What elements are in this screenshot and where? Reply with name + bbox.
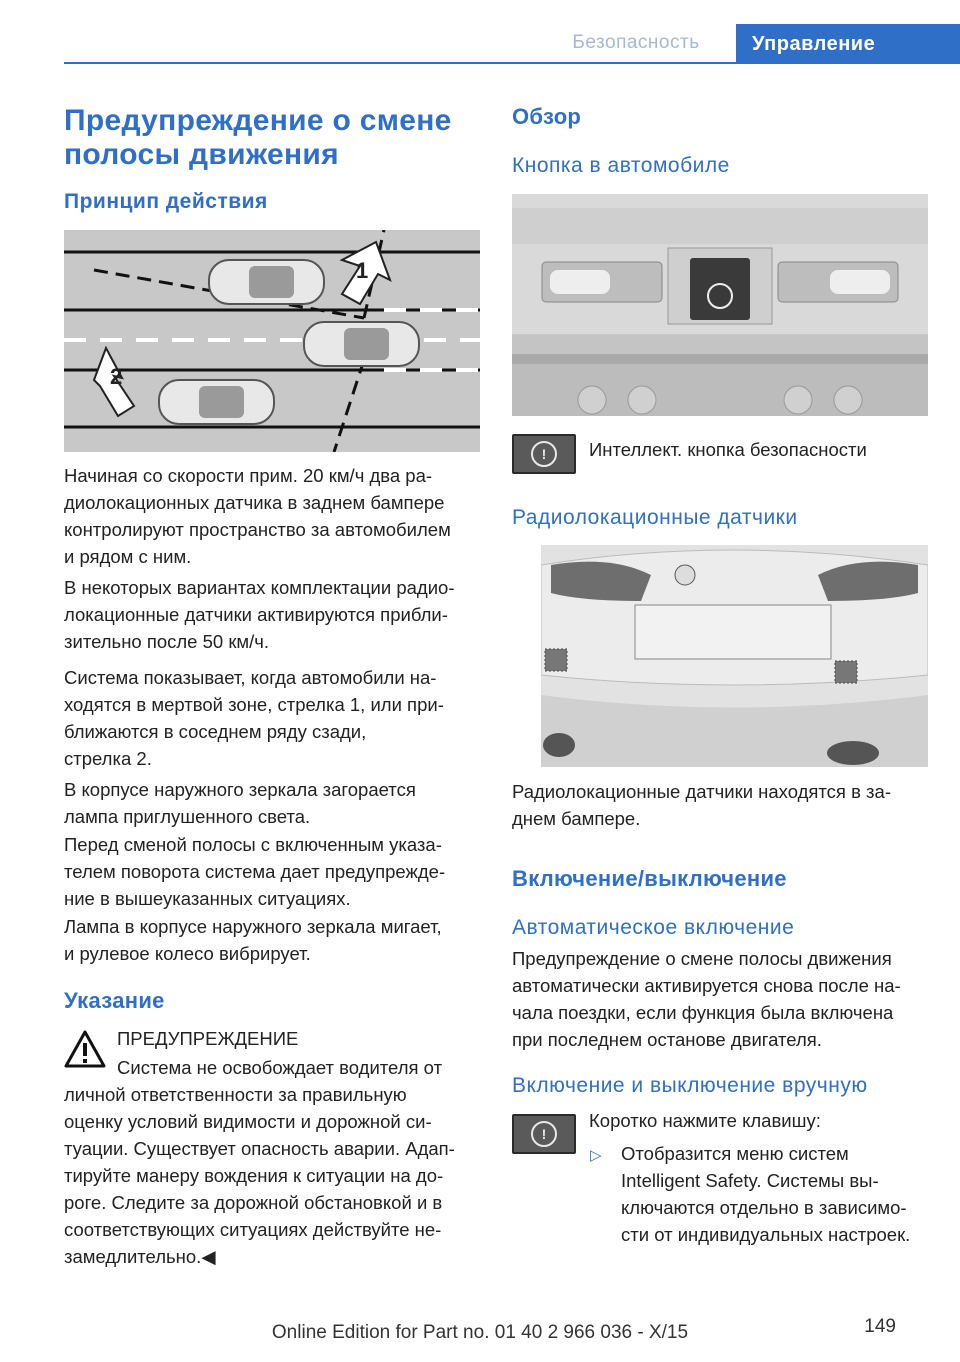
text-line: туации. Существует опасность аварии. Адап‐ — [64, 1138, 455, 1159]
safety-button-icon: ! — [512, 434, 576, 474]
text-line: ние в вышеуказанных ситуациях. — [64, 888, 351, 909]
arrow-1-label: 1 — [356, 258, 369, 283]
auto-heading: Автоматическое включение — [512, 916, 795, 939]
radar-caption — [512, 778, 932, 832]
manual-lead: Коротко нажмите клавишу: — [589, 1110, 821, 1131]
paragraph-3 — [64, 664, 484, 772]
bullet-triangle-icon: ▷ — [590, 1147, 602, 1164]
text-line: ближаются в соседнем ряду сзади, — [64, 721, 367, 742]
text-line: и рядом с ним. — [64, 546, 192, 567]
text-line: Радиолокационные датчики находятся в за‐ — [512, 781, 891, 802]
text-line: соответствующих ситуациях действуйте не‐ — [64, 1219, 442, 1240]
text-line: лампа приглушенного света. — [64, 806, 311, 827]
text-line: Перед сменой полосы с включенным указа‐ — [64, 834, 442, 855]
page-title — [64, 104, 484, 172]
text-line: диолокационных датчика в заднем бампере — [64, 492, 445, 513]
text-line: ходятся в мертвой зоне, стрелка 1, или при‐ — [64, 694, 444, 715]
text-line: роге. Следите за дорожной обстановкой и в — [64, 1192, 443, 1213]
text-line: личной ответственности за правильную — [64, 1084, 407, 1105]
text-line: телем поворота система дает предупрежде‐ — [64, 861, 446, 882]
text-line: Intelligent Safety. Системы вы‐ — [621, 1170, 879, 1191]
text-line: В некоторых вариантах комплектации радио‐ — [64, 577, 455, 598]
text-line: Отобразится меню систем — [621, 1143, 849, 1164]
text-line: Система показывает, когда автомобили на‐ — [64, 667, 437, 688]
text-line: локационные датчики активируются прибли‐ — [64, 604, 448, 625]
text-line: и рулевое колесо вибрирует. — [64, 943, 311, 964]
text-line: тируйте манеру вождения к ситуации на до‐ — [64, 1165, 444, 1186]
dashboard-button-figure — [512, 194, 928, 416]
paragraph-5 — [64, 831, 484, 912]
manual-heading: Включение и выключение вручную — [512, 1074, 868, 1097]
radar-heading: Радиолокационные датчики — [512, 506, 798, 529]
text-line: стрелка 2. — [64, 748, 152, 769]
text-line: ключаются отдельно в зависимо‐ — [621, 1197, 907, 1218]
text-line: зительно после 50 км/ч. — [64, 631, 270, 652]
bullet-text — [621, 1140, 941, 1248]
overview-heading: Обзор — [512, 104, 582, 129]
tab-safety[interactable]: Безопасность — [572, 32, 700, 53]
warning-triangle-icon — [64, 1030, 106, 1066]
title-line-1: Предупреждение о смене — [64, 104, 452, 137]
header-rule — [64, 62, 960, 64]
auto-text — [512, 945, 932, 1053]
page-number: 149 — [864, 1316, 896, 1337]
paragraph-2 — [64, 574, 484, 655]
tab-controls[interactable]: Управление — [736, 24, 960, 64]
rear-bumper-figure — [541, 545, 928, 767]
title-line-2: полосы движения — [64, 138, 339, 171]
text-line: Начиная со скорости прим. 20 км/ч два ра‐ — [64, 465, 433, 486]
warning-first-line: Система не освобождает водителя от — [117, 1057, 443, 1078]
text-line: днем бампере. — [512, 808, 641, 829]
text-line: замедлительно.◀ — [64, 1246, 216, 1267]
paragraph-4 — [64, 776, 484, 830]
onoff-heading: Включение/выключение — [512, 866, 787, 891]
arrow-2-label: 2 — [110, 364, 123, 389]
button-heading: Кнопка в автомобиле — [512, 154, 730, 177]
principle-heading: Принцип действия — [64, 190, 268, 213]
text-line: сти от индивидуальных настроек. — [621, 1224, 911, 1245]
note-heading: Указание — [64, 988, 165, 1013]
text-line: Лампа в корпусе наружного зеркала мигает, — [64, 916, 442, 937]
text-line: при последнем останове двигателя. — [512, 1029, 822, 1050]
warning-title: ПРЕДУПРЕЖДЕНИЕ — [117, 1028, 299, 1049]
text-line: оценку условий видимости и дорожной си‐ — [64, 1111, 432, 1132]
text-line: Предупреждение о смене полосы движения — [512, 948, 892, 969]
lane-change-figure — [64, 230, 480, 452]
text-line: В корпусе наружного зеркала загорается — [64, 779, 416, 800]
text-line: чала поездки, если функция была включена — [512, 1002, 894, 1023]
paragraph-6 — [64, 913, 484, 967]
safety-button-icon: ! — [512, 1114, 576, 1154]
warning-body — [64, 1081, 484, 1270]
footer-edition: Online Edition for Part no. 01 40 2 966 036 - X/15 — [271, 1322, 689, 1343]
text-line: автоматически активируется снова после на‐ — [512, 975, 901, 996]
button-caption: Интеллект. кнопка безопасности — [589, 439, 867, 460]
text-line: контролируют пространство за автомобилем — [64, 519, 451, 540]
paragraph-1 — [64, 462, 484, 570]
